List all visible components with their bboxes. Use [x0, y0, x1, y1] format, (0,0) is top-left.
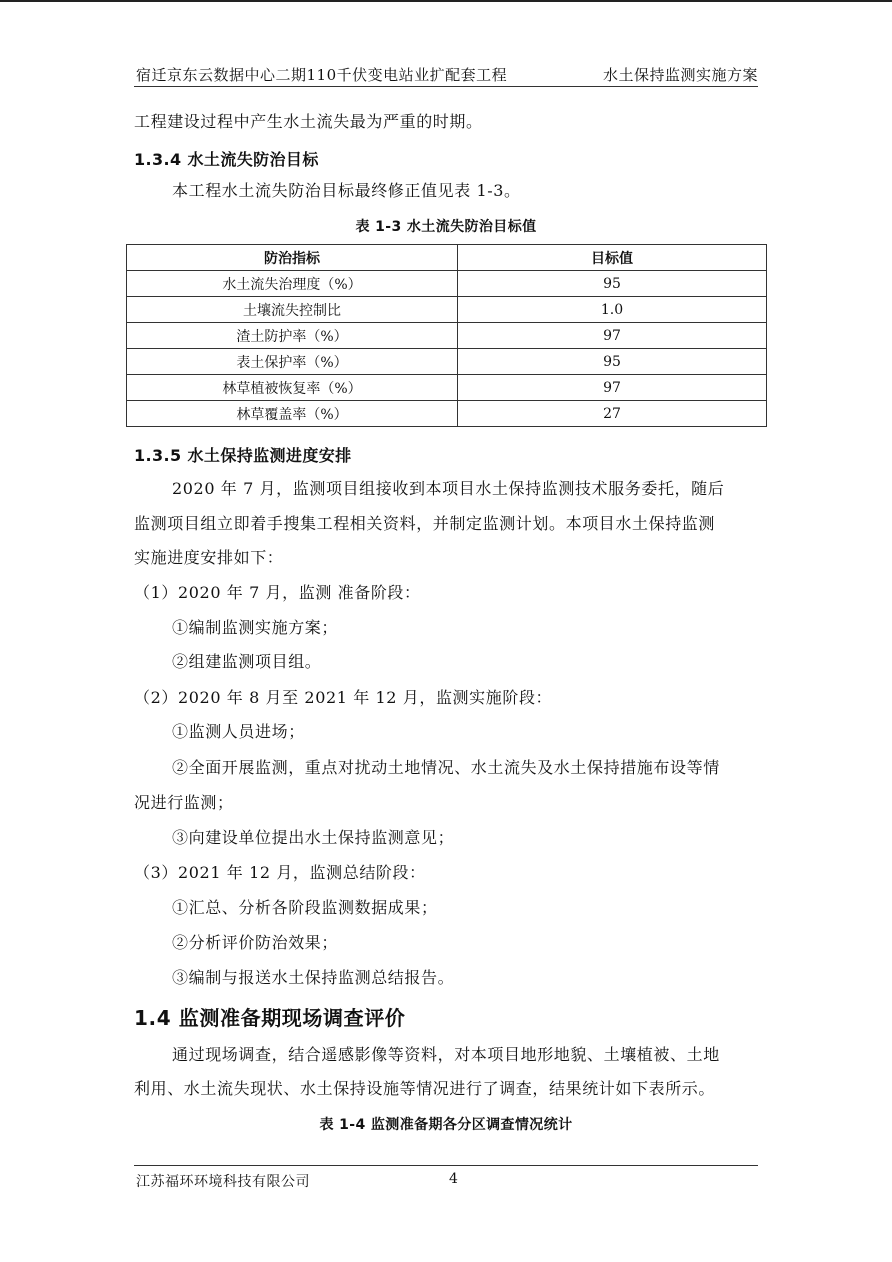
stage-2-item-continuation: 况进行监测；	[134, 793, 234, 812]
stage-2-heading: （2）2020 年 8 月至 2021 年 12 月，监测实施阶段：	[134, 688, 553, 707]
target-value-cell: 95	[458, 349, 767, 375]
section-heading-1-4: 1.4 监测准备期现场调查评价	[134, 1006, 406, 1030]
stage-3-heading: （3）2021 年 12 月，监测总结阶段：	[134, 863, 426, 882]
target-values-table	[126, 244, 767, 427]
table-row	[127, 349, 767, 375]
stage-2-item: ③向建设单位提出水土保持监测意见；	[172, 828, 455, 847]
target-value-cell: 97	[458, 323, 767, 349]
indicator-cell: 表土保护率（%）	[127, 349, 458, 375]
section-1-3-5-paragraph-line-2: 监测项目组立即着手搜集工程相关资料，并制定监测计划。本项目水土保持监测	[134, 514, 716, 533]
header-document-title: 水土保持监测实施方案	[602, 66, 758, 84]
header-rule	[134, 86, 758, 87]
table-row	[127, 401, 767, 427]
target-value-cell: 27	[458, 401, 767, 427]
indicator-cell: 水土流失治理度（%）	[127, 271, 458, 297]
indicator-cell: 渣土防护率（%）	[127, 323, 458, 349]
header-project-title: 宿迁京东云数据中心二期110千伏变电站业扩配套工程	[136, 66, 508, 84]
stage-2-item: ②全面开展监测，重点对扰动土地情况、水土流失及水土保持措施布设等情	[172, 758, 720, 777]
table-row	[127, 271, 767, 297]
section-heading-1-3-5: 1.3.5 水土保持监测进度安排	[134, 446, 352, 465]
footer-company: 江苏福环环境科技有限公司	[136, 1174, 310, 1190]
indicator-cell: 土壤流失控制比	[127, 297, 458, 323]
column-header-indicator: 防治指标	[127, 245, 458, 271]
target-value-cell: 1.0	[458, 297, 767, 323]
target-value-cell: 97	[458, 375, 767, 401]
table-row	[127, 297, 767, 323]
stage-1-item: ②组建监测项目组。	[172, 652, 322, 671]
table-header-row	[127, 245, 767, 271]
target-value-cell: 95	[458, 271, 767, 297]
indicator-cell: 林草覆盖率（%）	[127, 401, 458, 427]
stage-1-heading: （1）2020 年 7 月，监测 准备阶段：	[134, 583, 421, 602]
column-header-target: 目标值	[458, 245, 767, 271]
table-row	[127, 375, 767, 401]
footer-rule	[134, 1165, 758, 1166]
page-top-border	[0, 0, 892, 2]
stage-2-item: ①监测人员进场；	[172, 722, 305, 741]
page-number: 4	[449, 1171, 458, 1187]
stage-3-item: ③编制与报送水土保持监测总结报告。	[172, 968, 455, 987]
section-1-4-paragraph-line-2: 利用、水土流失现状、水土保持设施等情况进行了调查，结果统计如下表所示。	[134, 1079, 716, 1098]
stage-3-item: ①汇总、分析各阶段监测数据成果；	[172, 898, 438, 917]
section-heading-1-3-4: 1.3.4 水土流失防治目标	[134, 150, 319, 169]
table-1-3-caption: 表 1-3 水土流失防治目标值	[355, 219, 537, 235]
table-row	[127, 323, 767, 349]
table-1-4-caption: 表 1-4 监测准备期各分区调查情况统计	[319, 1117, 573, 1133]
section-1-4-paragraph-line-1: 通过现场调查，结合遥感影像等资料，对本项目地形地貌、土壤植被、土地	[172, 1045, 720, 1064]
section-1-3-5-paragraph-line-3: 实施进度安排如下：	[134, 548, 284, 567]
stage-1-item: ①编制监测实施方案；	[172, 618, 339, 637]
section-1-3-5-paragraph-line-1: 2020 年 7 月，监测项目组接收到本项目水土保持监测技术服务委托，随后	[172, 479, 725, 498]
section-1-3-4-paragraph: 本工程水土流失防治目标最终修正值见表 1-3。	[172, 181, 521, 200]
stage-3-item: ②分析评价防治效果；	[172, 933, 339, 952]
intro-line: 工程建设过程中产生水土流失最为严重的时期。	[134, 112, 483, 131]
indicator-cell: 林草植被恢复率（%）	[127, 375, 458, 401]
